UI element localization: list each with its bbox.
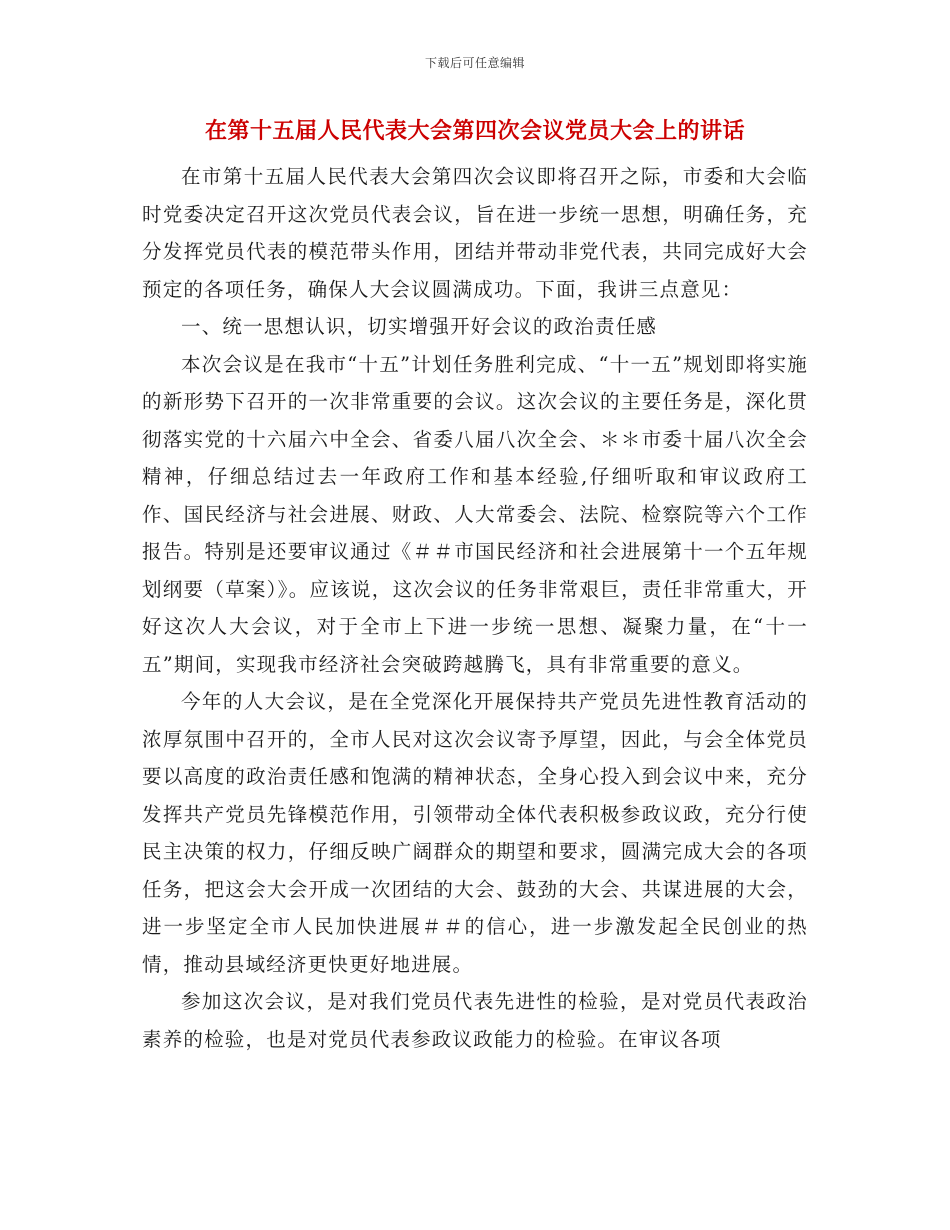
paragraph-examination: 参加这次会议，是对我们党员代表先进性的检验，是对党员代表政治素养的检验，也是对党员代表参政议政能力的检验。在审议各项 (142, 990, 808, 1051)
header-note: 下载后可任意编辑 (424, 56, 525, 70)
document-body (142, 158, 808, 1058)
section-heading-1: 一、统一思想认识，切实增强开好会议的政治责任感 (181, 315, 658, 338)
paragraph-party-members: 今年的人大会议，是在全党深化开展保持共产党员先进性教育活动的浓厚氛围中召开的，全市人民对这次会议寄予厚望，因此，与会全体党员要以高度的政治责任感和饱满的精神状态，全身心投入到会议中来，充分发挥共产党员先锋模范作用，引领带动全体代表积极参政议政，充分行使民主决策的权力，仔细反映广阔群众的期望和要求，圆满完成大会的各项任务，把这会大会开成一次团结的大会、鼓劲的大会、共谋进展的大会，进一步坚定全市人民加快进展＃＃的信心，进一步激发起全民创业的热情，推动县域经济更快更好地进展。 (142, 690, 808, 976)
paragraph-meeting-tasks: 本次会议是在我市“十五”计划任务胜利完成、“十一五”规划即将实施的新形势下召开的一次非常重要的会议。这次会议的主要任务是，深化贯彻落实党的十六届六中全会、省委八届八次全会、＊＊市委十届八次全会精神，仔细总结过去一年政府工作和基本经验,仔细听取和审议政府工作、国民经济与社会进展、财政、人大常委会、法院、检察院等六个工作报告。特别是还要审议通过《＃＃市国民经济和社会进展第十一个五年规划纲要（草案）》。应该说，这次会议的任务非常艰巨，责任非常重大，开好这次人大会议，对于全市上下进一步统一思想、凝聚力量，在“十一五”期间，实现我市经济社会突破跨越腾飞，具有非常重要的意义。 (142, 352, 808, 676)
document-title: 在第十五届人民代表大会第四次会议党员大会上的讲话 (204, 118, 745, 144)
paragraph-intro: 在市第十五届人民代表大会第四次会议即将召开之际，市委和大会临时党委决定召开这次党员代表会议，旨在进一步统一思想，明确任务，充分发挥党员代表的模范带头作用，团结并带动非党代表，共同完成好大会预定的各项任务，确保人大会议圆满成功。下面，我讲三点意见： (142, 165, 808, 301)
